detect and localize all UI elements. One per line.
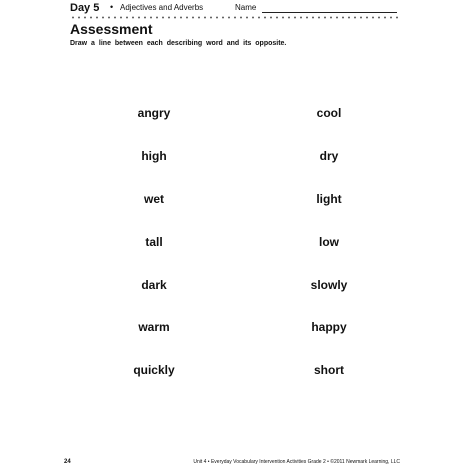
- name-label: Name: [235, 3, 257, 12]
- bullet-separator: •: [110, 2, 114, 12]
- page-title: Assessment: [70, 21, 153, 37]
- right-word-slowly: slowly: [310, 278, 348, 292]
- subject-label: Adjectives and Adverbs: [120, 3, 204, 12]
- dotted-divider: [70, 16, 402, 19]
- left-word-high: high: [141, 149, 167, 163]
- instructions: Draw a line between each describing word and its opposite.: [70, 40, 287, 47]
- left-word-wet: wet: [143, 192, 164, 206]
- left-word-warm: warm: [138, 320, 170, 334]
- right-word-low: low: [319, 235, 339, 249]
- footer-credit: Unit 4 • Everyday Vocabulary Intervention Activities Grade 2 • ©2011 Newmark Learning, LLC: [193, 459, 400, 465]
- name-line: [262, 12, 397, 13]
- right-word-dry: dry: [319, 149, 339, 163]
- left-word-dark: dark: [141, 278, 167, 292]
- right-word-short: short: [314, 363, 344, 377]
- page-number: 24: [64, 459, 71, 465]
- day-label: Day 5: [70, 2, 100, 14]
- right-word-light: light: [316, 192, 342, 206]
- left-word-angry: angry: [137, 106, 171, 120]
- right-word-happy: happy: [311, 320, 347, 334]
- left-word-quickly: quickly: [133, 363, 175, 377]
- left-word-tall: tall: [145, 235, 163, 249]
- right-word-cool: cool: [316, 106, 342, 120]
- worksheet-header: [70, 2, 400, 16]
